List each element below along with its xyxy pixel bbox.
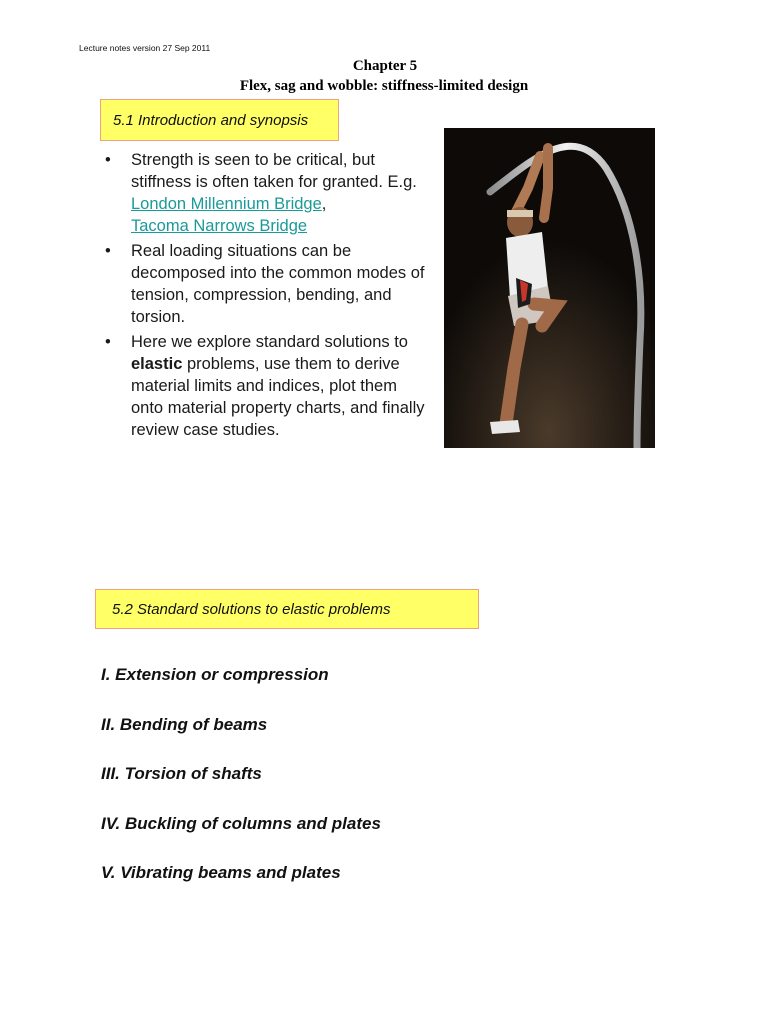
bullet-item-solutions [102,331,432,441]
bullet-item-strength [102,149,432,237]
section-heading-intro-label: 5.1 Introduction and synopsis [113,111,309,129]
version-note: Lecture notes version 27 Sep 2011 [79,43,211,53]
bullet-text: Here we explore standard solutions to [131,333,408,351]
bullet-text: Strength is seen to be critical, but stiffness is often taken for granted. E.g. [131,151,417,191]
topic-vibrating: V. Vibrating beams and plates [101,863,341,882]
topic-buckling: IV. Buckling of columns and plates [101,813,381,833]
bullet-item-loading [102,240,432,328]
chapter-heading [0,56,768,96]
topic-bending: II. Bending of beams [101,714,268,734]
section-heading-intro [100,99,339,141]
bullet-separator: , [321,195,327,213]
bullet-text: problems, use them to derive material limits and indices, plot them onto material property charts, and finally review case studies. [131,355,425,439]
chapter-title: Flex, sag and wobble: stiffness-limited design [239,78,529,94]
section-heading-solutions [95,589,479,629]
chapter-number: Chapter 5 [352,58,418,74]
pole-vaulter-photo [444,128,655,448]
link-tacoma-narrows-bridge[interactable]: Tacoma Narrows Bridge [131,217,308,235]
topic-torsion: III. Torsion of shafts [101,764,262,783]
intro-bullet-list [102,149,432,444]
link-london-millennium-bridge[interactable]: London Millennium Bridge [131,195,322,213]
topic-list [101,663,381,911]
bullet-text: Real loading situations can be decomposed into the common modes of tension, compression, bending, and torsion. [131,242,425,326]
section-heading-solutions-label: 5.2 Standard solutions to elastic problems [112,600,391,618]
topic-extension: I. Extension or compression [101,665,329,684]
bullet-bold-term: elastic [131,355,183,373]
pole-vaulter-illustration [444,128,655,448]
